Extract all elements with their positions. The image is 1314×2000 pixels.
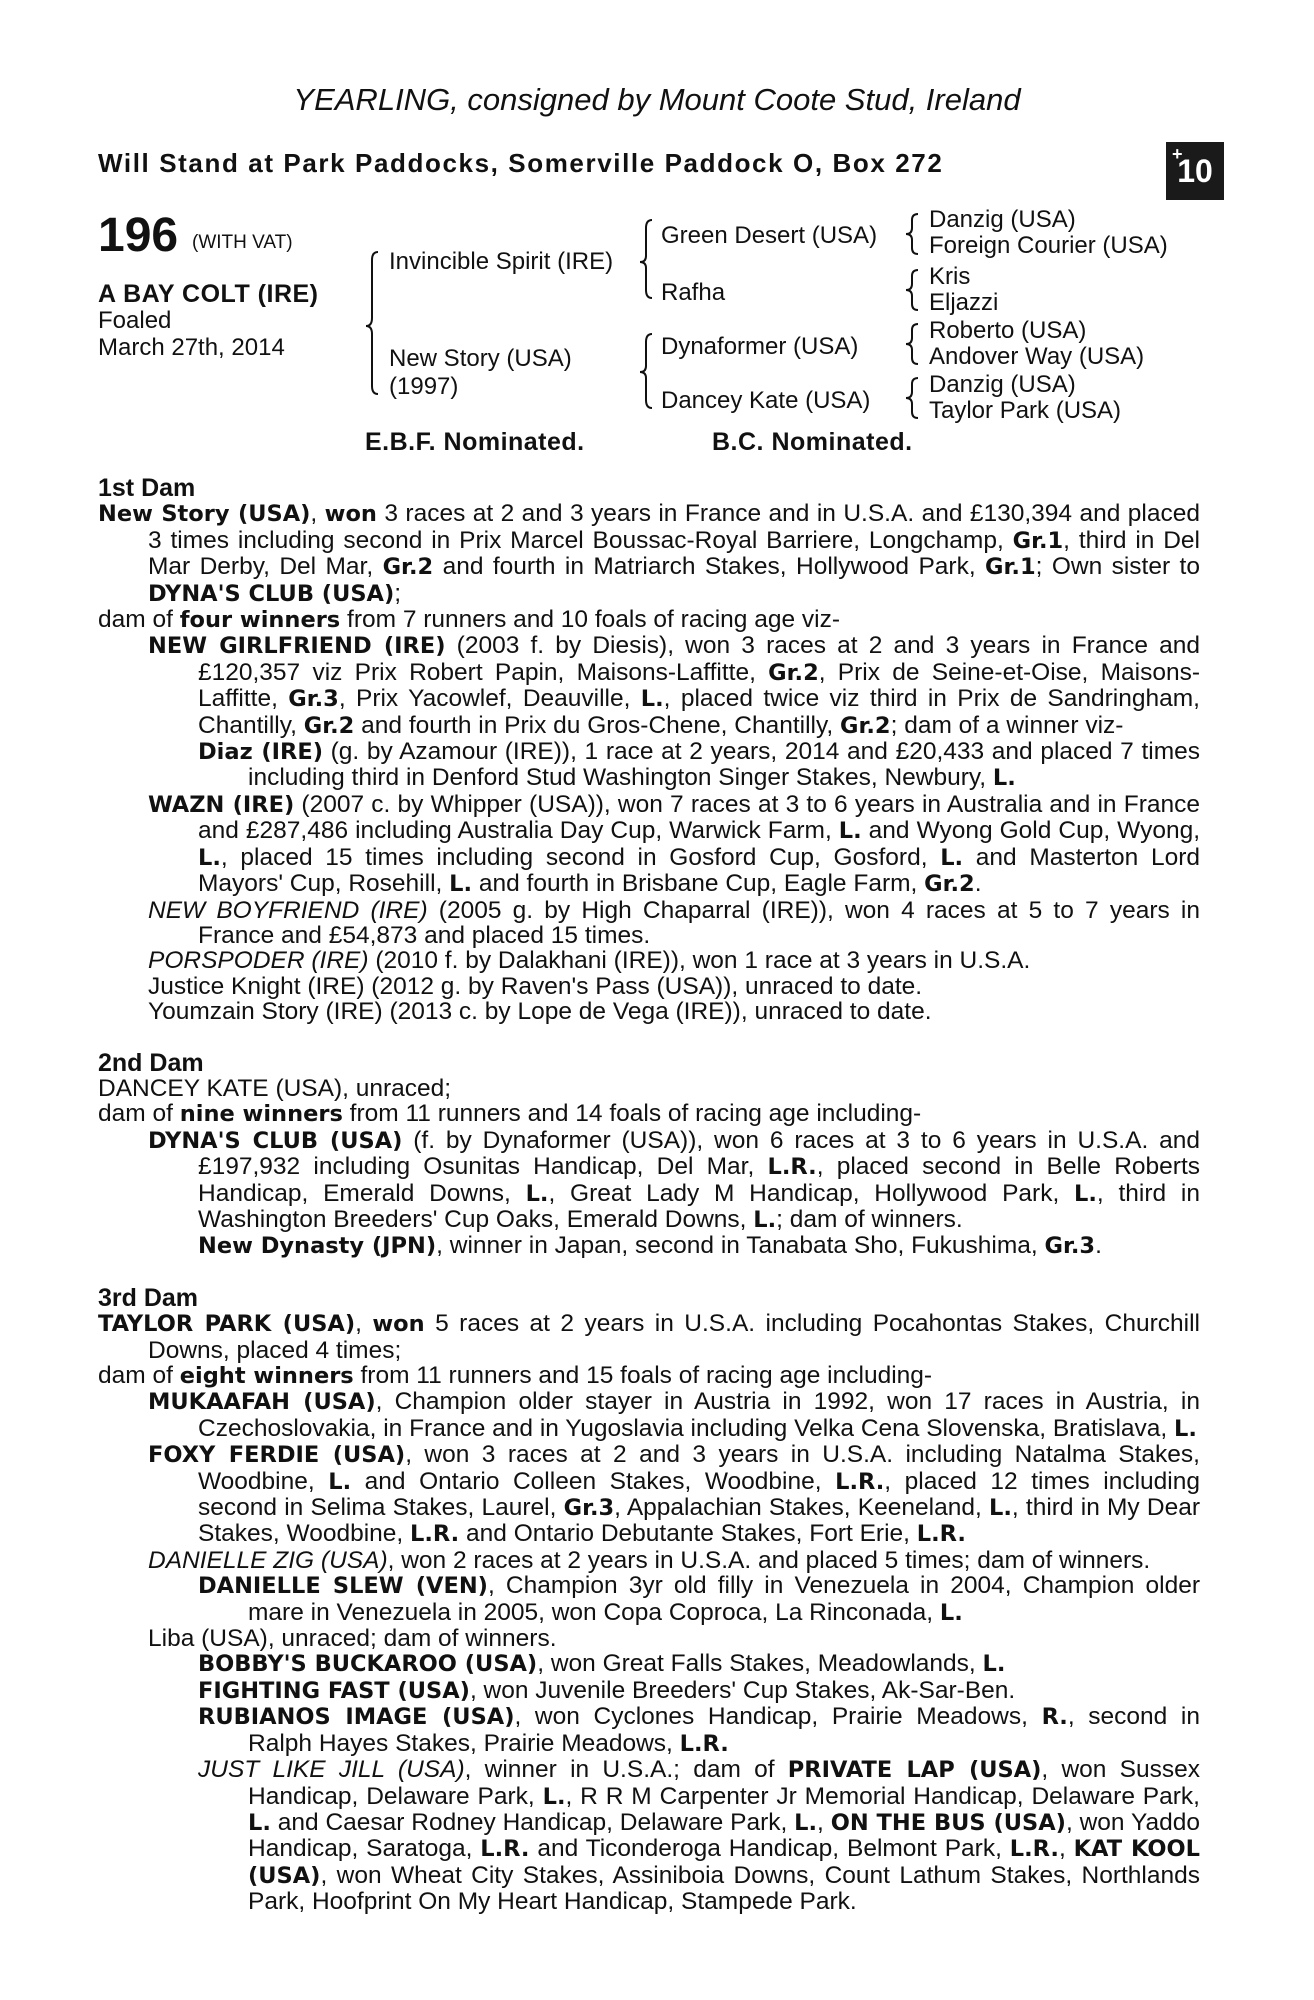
pedigree-paragraph <box>98 1363 1200 1389</box>
text-run: 3 races at 2 and 3 years in France and in U.S.A. and £130,394 and placed 3 times including second in Prix Marcel Boussac-Royal Barriere, Longchamp, <box>148 500 1200 554</box>
text-run: from 11 runners and 14 foals of racing age including- <box>342 1100 922 1128</box>
text-run: , winner in Japan, second in Tanabata Sho, Fukushima, <box>436 1232 1045 1260</box>
text-run: , <box>310 500 325 528</box>
sire-sire: Green Desert (USA) <box>661 222 878 249</box>
bold-run: L. <box>838 818 862 845</box>
bold-run: Gr.2 <box>840 712 891 739</box>
text-run: ; <box>394 579 402 607</box>
pedigree-paragraph <box>98 1548 1200 1573</box>
vat-note: (WITH VAT) <box>192 232 293 253</box>
bold-run: L. <box>328 1468 352 1495</box>
ancestor-4: Eljazzi <box>929 289 999 316</box>
text-run: , won Great Falls Stakes, Meadowlands, <box>537 1650 983 1678</box>
text-run: dam of <box>98 1100 180 1128</box>
text-run: , won Cyclones Handicap, Prairie Meadows, <box>514 1703 1042 1731</box>
bold-run: Gr.3 <box>563 1495 615 1522</box>
bold-run: Gr.1 <box>1012 527 1064 554</box>
text-run: . <box>1095 1232 1102 1260</box>
bold-run: Gr.2 <box>303 712 355 739</box>
text-run: , won 3 races at 2 and 3 years in U.S.A. including Natalma Stakes, Woodbine, <box>198 1441 1200 1495</box>
text-run: , <box>817 1808 831 1836</box>
bold-run: TAYLOR PARK (USA) <box>98 1311 356 1338</box>
ancestor-8: Taylor Park (USA) <box>929 397 1122 424</box>
text-run: DANCEY KATE (USA), unraced; <box>98 1074 452 1102</box>
text-run: , Champion 3yr old filly in Venezuela in 2004, Champion older mare in Venezuela in 2005, won Copa Coproca, La Rinconada, <box>248 1572 1200 1626</box>
ancestor-7: Danzig (USA) <box>929 371 1076 398</box>
bold-run: Gr.2 <box>382 554 434 581</box>
italic-run: JUST LIKE JILL (USA) <box>198 1756 465 1784</box>
text-run: , <box>1058 1835 1074 1863</box>
pedigree-paragraph <box>98 948 1200 973</box>
pedigree-paragraph <box>98 1389 1200 1442</box>
dam-dam: Dancey Kate (USA) <box>661 387 871 414</box>
bold-run: nine winners <box>179 1101 343 1128</box>
bold-run: L.R. <box>767 1154 817 1181</box>
g-bracket-2 <box>906 270 918 310</box>
bold-run: L. <box>542 1783 566 1810</box>
sale-title: YEARLING, consigned by Mount Coote Stud, Ireland <box>293 82 1021 117</box>
bold-run: PRIVATE LAP (USA) <box>787 1757 1042 1784</box>
text-run: and fourth in Prix du Gros-Chene, Chantilly, <box>354 711 841 739</box>
bold-run: NEW GIRLFRIEND (IRE) <box>148 633 446 660</box>
dam-year: (1997) <box>389 373 459 400</box>
bold-run: L.R. <box>1009 1836 1059 1863</box>
bold-run: L. <box>992 765 1016 792</box>
bold-run: L.R. <box>480 1836 530 1863</box>
text-run: dam of <box>98 606 180 634</box>
pedigree-paragraph <box>98 898 1200 949</box>
text-run: (f. by Dynaformer (USA)), won 6 races at 3 to 6 years in U.S.A. and £197,932 including Osunitas Handicap, Del Mar, <box>198 1126 1200 1181</box>
bold-run: L. <box>1174 1415 1197 1442</box>
bold-run: BOBBY'S BUCKAROO (USA) <box>198 1651 538 1678</box>
bold-run: FIGHTING FAST (USA) <box>198 1677 470 1704</box>
ancestor-1: Danzig (USA) <box>929 206 1076 233</box>
text-run: , third in Washington Breeders' Cup Oaks, Emerald Downs, <box>198 1179 1201 1233</box>
sire-name: Invincible Spirit (IRE) <box>389 248 614 275</box>
bold-run: L. <box>988 1495 1012 1522</box>
section-gap <box>98 1025 1200 1051</box>
badge-plus-icon: + <box>1172 144 1183 164</box>
text-run: and fourth in Brisbane Cup, Eagle Farm, <box>472 870 925 898</box>
pedigree-paragraph <box>98 1704 1200 1757</box>
text-run: , won Wheat City Stakes, Assiniboia Downs, Count Lathum Stakes, Northlands Park, Hoofprint On My Heart Handicap, Stampede Park. <box>248 1861 1200 1916</box>
dam-bracket <box>640 334 652 408</box>
text-run: , Great Lady M Handicap, Hollywood Park, <box>548 1179 1075 1207</box>
text-run: , placed second in Belle Roberts Handicap, Emerald Downs, <box>198 1153 1201 1207</box>
text-run: and Wyong Gold Cup, Wyong, <box>861 817 1200 845</box>
bold-run: L.R. <box>835 1468 885 1495</box>
horse-description: A BAY COLT (IRE) <box>98 280 319 308</box>
sire-dam: Rafha <box>661 279 726 306</box>
text-run: , won 2 races at 2 years in U.S.A. and placed 5 times; dam of winners. <box>387 1546 1151 1574</box>
bold-run: L. <box>982 1651 1006 1678</box>
bold-run: L. <box>753 1206 777 1233</box>
ancestor-2: Foreign Courier (USA) <box>929 232 1168 259</box>
bold-run: Diaz (IRE) <box>198 739 323 766</box>
foaled-date: March 27th, 2014 <box>98 334 285 361</box>
pedigree-paragraph <box>98 739 1200 792</box>
text-run: and Ticonderoga Handicap, Belmont Park, <box>529 1835 1010 1863</box>
text-run: ; dam of winners. <box>776 1205 963 1233</box>
bold-run: New Dynasty (JPN) <box>198 1233 437 1260</box>
text-run: . <box>974 870 982 898</box>
bold-run: L.R. <box>916 1521 966 1548</box>
text-run: (g. by Azamour (IRE)), 1 race at 2 years, 2014 and £20,433 and placed 7 times including third in Denford Stud Washington Singer Stakes, Newbury, <box>248 738 1200 792</box>
text-run: , placed 12 times including second in Selima Stakes, Laurel, <box>198 1467 1200 1522</box>
sire-bracket <box>640 220 652 298</box>
bold-run: DANIELLE SLEW (VEN) <box>198 1573 488 1600</box>
text-run: and Ontario Colleen Stakes, Woodbine, <box>351 1467 836 1495</box>
pedigree-paragraph <box>98 1678 1200 1704</box>
bc-nomination: B.C. Nominated. <box>712 428 913 456</box>
bold-run: L. <box>939 1599 963 1626</box>
pedigree-paragraph <box>98 1311 1200 1363</box>
ancestor-3: Kris <box>929 263 971 290</box>
g-bracket-4 <box>906 378 918 418</box>
text-run: , placed twice viz third in Prix de Sandringham, Chantilly, <box>198 685 1200 739</box>
badge-number: 10 <box>1177 152 1213 189</box>
text-run: , <box>355 1310 373 1338</box>
bold-run: L.R. <box>679 1730 729 1757</box>
foaled-label: Foaled <box>98 307 172 334</box>
bold-run: L. <box>940 844 964 871</box>
pedigree-paragraph <box>98 501 1200 607</box>
bold-run: L. <box>248 1809 271 1836</box>
bold-run: KAT KOOL (USA) <box>248 1836 1200 1889</box>
lot-number: 196 <box>98 209 179 262</box>
section-heading: 3rd Dam <box>98 1283 199 1312</box>
bold-run: L. <box>640 686 664 713</box>
bold-run: four winners <box>179 607 341 634</box>
bold-run: L. <box>1074 1180 1097 1207</box>
pedigree-paragraph <box>98 1651 1200 1677</box>
bold-run: L. <box>198 844 221 871</box>
ancestor-6: Andover Way (USA) <box>929 343 1145 370</box>
pedigree-paragraph <box>98 792 1200 898</box>
ebf-nomination: E.B.F. Nominated. <box>365 428 585 456</box>
pedigree-paragraph <box>98 1573 1200 1626</box>
text-run: , third in Del Mar Derby, Del Mar, <box>148 526 1200 581</box>
text-run: (2007 c. by Whipper (USA)), won 7 races at 3 to 6 years in Australia and in France and £287,486 including Australia Day Cup, Warwick Farm, <box>198 790 1200 845</box>
text-run: Youmzain Story (IRE) (2013 c. by Lope de Vega (IRE)), unraced to date. <box>148 998 932 1026</box>
pedigree-paragraph <box>98 633 1200 739</box>
text-run: 5 races at 2 years in U.S.A. including Pocahontas Stakes, Churchill Downs, placed 4 times; <box>148 1310 1200 1364</box>
pedigree-paragraph <box>98 1442 1200 1548</box>
bold-run: DYNA'S CLUB (USA) <box>148 580 395 607</box>
bold-run: L.R. <box>410 1521 460 1548</box>
bold-run: FOXY FERDIE (USA) <box>148 1442 406 1469</box>
catalogue-body <box>98 476 1200 1915</box>
bold-run: won <box>324 501 377 528</box>
text-run: and Ontario Debutante Stakes, Fort Erie, <box>459 1520 917 1548</box>
text-run: from 11 runners and 15 foals of racing age including- <box>353 1362 933 1389</box>
text-run: and Masterton Lord Mayors' Cup, Rosehill, <box>198 843 1200 898</box>
text-run: , Prix de Seine-et-Oise, Maisons-Laffitte, <box>198 658 1200 713</box>
pedigree-paragraph <box>98 1076 1200 1101</box>
bold-run: won <box>372 1311 425 1338</box>
bold-run: MUKAAFAH (USA) <box>148 1389 376 1416</box>
section-gap <box>98 1260 1200 1286</box>
pedigree-paragraph <box>98 974 1200 999</box>
text-run: Justice Knight (IRE) (2012 g. by Raven's Pass (USA)), unraced to date. <box>148 972 923 1000</box>
pedigree-paragraph <box>98 607 1200 633</box>
g-bracket-3 <box>906 324 918 364</box>
pedigree-brackets <box>0 0 1314 460</box>
text-run: and Caesar Rodney Handicap, Delaware Park, <box>270 1808 795 1836</box>
text-run: , placed 15 times including second in Gosford Cup, Gosford, <box>220 843 941 871</box>
pedigree-paragraph <box>98 1757 1200 1914</box>
pedigree-paragraph <box>98 1128 1200 1234</box>
bold-run: L. <box>794 1809 818 1836</box>
pedigree-paragraph <box>98 1626 1200 1651</box>
pedigree-paragraph <box>98 1101 1200 1127</box>
text-run: ; Own sister to <box>1035 553 1200 581</box>
bold-run: DYNA'S CLUB (USA) <box>148 1127 403 1154</box>
italic-run: PORSPODER (IRE) <box>148 947 369 975</box>
italic-run: DANIELLE ZIG (USA) <box>148 1546 388 1574</box>
bold-run: RUBIANOS IMAGE (USA) <box>198 1704 515 1731</box>
text-run: from 7 runners and 10 foals of racing age viz- <box>340 606 840 634</box>
dam-name: New Story (USA) <box>389 345 572 372</box>
main-bracket <box>366 252 378 394</box>
bold-run: L. <box>449 871 473 898</box>
section-heading: 1st Dam <box>98 474 196 502</box>
bold-run: Gr.3 <box>1044 1233 1096 1260</box>
text-run: dam of <box>98 1362 180 1389</box>
bold-run: Gr.1 <box>985 554 1036 581</box>
text-run: (2010 f. by Dalakhani (IRE)), won 1 race at 3 years in U.S.A. <box>368 947 1031 975</box>
bold-run: eight winners <box>179 1363 354 1389</box>
dam-sire: Dynaformer (USA) <box>661 333 859 360</box>
ancestor-5: Roberto (USA) <box>929 317 1087 344</box>
text-run: (2003 f. by Diesis), won 3 races at 2 and 3 years in France and £120,357 viz Prix Robert Papin, Maisons-Laffitte, <box>198 632 1201 686</box>
bold-run: New Story (USA) <box>98 501 311 528</box>
text-run: , Appalachian Stakes, Keeneland, <box>614 1494 989 1522</box>
pedigree-paragraph <box>98 1233 1200 1259</box>
text-run: , won Yaddo Handicap, Saratoga, <box>248 1808 1200 1863</box>
text-run: , R R M Carpenter Jr Memorial Handicap, Delaware Park, <box>565 1782 1200 1810</box>
g-bracket-1 <box>906 214 918 254</box>
bold-run: ON THE BUS (USA) <box>830 1809 1066 1836</box>
stable-location: Will Stand at Park Paddocks, Somerville Paddock O, Box 272 <box>98 148 944 178</box>
text-run: and fourth in Matriarch Stakes, Hollywood Park, <box>433 553 986 581</box>
text-run: (2005 g. by High Chaparral (IRE)), won 4 races at 5 to 7 years in France and £54,873 and placed 15 times. <box>198 896 1200 949</box>
bold-run: Gr.2 <box>924 871 975 898</box>
text-run: , Champion older stayer in Austria in 1992, won 17 races in Austria, in Czechoslovakia, in France and in Yugoslavia including Velka Cena Slovenska, Bratislava, <box>198 1388 1200 1442</box>
italic-run: NEW BOYFRIEND (IRE) <box>148 896 428 924</box>
text-run: , Prix Yacowlef, Deauville, <box>338 685 641 713</box>
text-run: , winner in U.S.A.; dam of <box>464 1756 788 1784</box>
bold-run: Gr.3 <box>288 686 339 713</box>
text-run: , won Sussex Handicap, Delaware Park, <box>248 1756 1200 1810</box>
text-run: Liba (USA), unraced; dam of winners. <box>148 1625 557 1653</box>
text-run: ; dam of a winner viz- <box>890 711 1124 739</box>
text-run: , third in My Dear Stakes, Woodbine, <box>198 1494 1200 1548</box>
text-run: , second in Ralph Hayes Stakes, Prairie Meadows, <box>248 1703 1200 1757</box>
bold-run: WAZN (IRE) <box>148 791 295 818</box>
pedigree-paragraph <box>98 999 1200 1024</box>
bold-run: L. <box>525 1180 549 1207</box>
text-run: , won Juvenile Breeders' Cup Stakes, Ak-Sar-Ben. <box>469 1676 1016 1704</box>
bold-run: Gr.2 <box>768 659 819 686</box>
bold-run: R. <box>1041 1704 1068 1731</box>
section-heading: 2nd Dam <box>98 1048 204 1077</box>
